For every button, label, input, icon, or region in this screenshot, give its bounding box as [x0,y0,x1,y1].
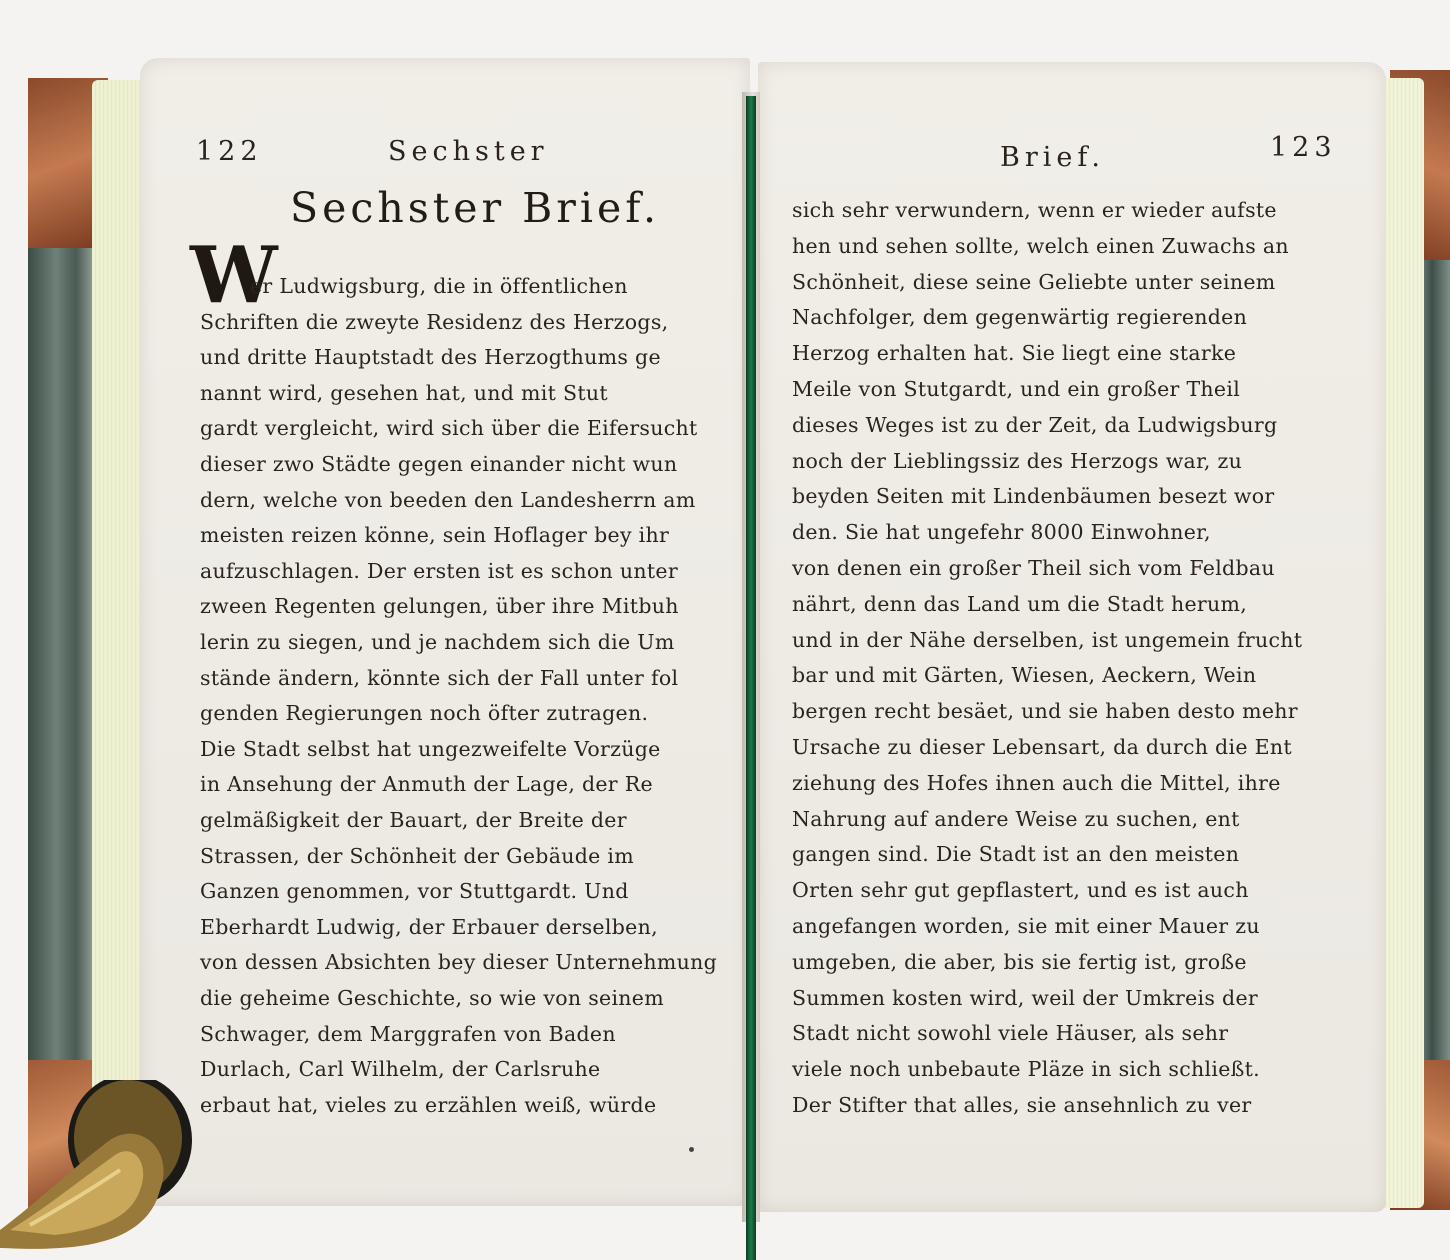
bookmark-ribbon[interactable] [746,96,756,1260]
text-line: Stadt nicht sowohl viele Häuser, als sehr [792,1021,1229,1046]
text-line: von denen ein großer Theil sich vom Feldbau [792,556,1275,580]
text-line: in Ansehung der Anmuth der Lage, der Re [200,772,653,797]
text-line: stände ändern, könnte sich der Fall unter fol [200,665,679,690]
text-line: er Ludwigsburg, die in öffentlichen [250,274,628,298]
text-line: erbaut hat, vieles zu erzählen weiß, würde [200,1092,657,1117]
text-line: noch der Lieblingssiz des Herzogs war, zu [792,448,1243,473]
right-running-head: Brief. [1000,142,1105,173]
text-line: ziehung des Hofes ihnen auch die Mittel, ihre [792,770,1281,795]
page-edges-left [92,80,144,1200]
text-line: und dritte Hauptstadt des Herzogthums ge [200,345,661,370]
text-line: sich sehr verwundern, wenn er wieder aufste [792,198,1277,222]
page-speck [689,1147,694,1152]
text-line: Nahrung auf andere Weise zu suchen, ent [792,806,1240,831]
text-line: gelmäßigkeit der Bauart, der Breite der [200,808,627,832]
text-line: Meile von Stutgardt, und ein großer Theil [792,377,1241,401]
text-line: viele noch unbebaute Pläze in sich schließt. [792,1057,1260,1082]
text-line: gardt vergleicht, wird sich über die Eifersucht [200,416,698,441]
text-line: den. Sie hat ungefehr 8000 Einwohner, [792,520,1211,545]
text-line: die geheime Geschichte, so wie von seinem [200,986,664,1010]
left-page-number: 122 [196,136,263,167]
text-line: nährt, denn das Land um die Stadt herum, [792,591,1248,616]
text-line: nannt wird, gesehen hat, und mit Stut [200,380,608,405]
text-line: Summen kosten wird, weil der Umkreis der [792,985,1259,1010]
text-line: angefangen worden, sie mit einer Mauer zu [792,914,1260,938]
text-line: aufzuschlagen. Der ersten ist es schon unter [200,558,678,583]
text-line: Eberhardt Ludwig, der Erbauer derselben, [200,914,658,939]
text-line: zween Regenten gelungen, über ihre Mitbuh [200,594,679,619]
text-line: dieser zwo Städte gegen einander nicht wun [200,452,678,476]
left-running-head: Sechster [388,136,549,167]
text-line: Nachfolger, dem gegenwärtig regierenden [792,305,1248,330]
text-line: genden Regierungen noch öfter zutragen. [200,701,649,726]
text-line: Schriften die zweyte Residenz des Herzogs, [200,309,669,334]
text-line: Strassen, der Schönheit der Gebäude im [200,843,634,868]
text-line: und in der Nähe derselben, ist ungemein frucht [792,627,1303,652]
chapter-title: Sechster Brief. [290,184,660,232]
text-line: Die Stadt selbst hat ungezweifelte Vorzüge [200,736,661,761]
text-line: gangen sind. Die Stadt ist an den meisten [792,842,1240,867]
text-line: Herzog erhalten hat. Sie liegt eine starke [792,341,1237,366]
text-line: Orten sehr gut gepflastert, und es ist auch [792,878,1249,903]
text-line: Der Stifter that alles, sie ansehnlich zu ver [792,1093,1252,1117]
text-line: von dessen Absichten bey dieser Unternehmung [200,950,718,975]
text-line: bar und mit Gärten, Wiesen, Aeckern, Wein [792,663,1257,688]
text-line: Ganzen genommen, vor Stuttgardt. Und [200,879,629,904]
text-line: lerin zu siegen, und je nachdem sich die Um [200,630,675,654]
text-line: meisten reizen könne, sein Hoflager bey ihr [200,523,670,548]
text-line: bergen recht besäet, und sie haben desto mehr [792,699,1298,724]
text-line: dern, welche von beeden den Landesherrn am [200,487,696,512]
drop-cap: W [190,230,278,321]
text-line: Schönheit, diese seine Geliebte unter seinem [792,269,1276,294]
text-line: beyden Seiten mit Lindenbäumen besezt wor [792,484,1275,509]
text-line: Ursache zu dieser Lebensart, da durch die Ent [792,735,1292,759]
right-page-number: 123 [1270,132,1337,163]
text-line: Durlach, Carl Wilhelm, der Carlsruhe [200,1057,601,1082]
text-line: Schwager, dem Marggrafen von Baden [200,1021,616,1046]
text-line: hen und sehen sollte, welch einen Zuwachs an [792,233,1289,258]
text-line: dieses Weges ist zu der Zeit, da Ludwigsburg [792,412,1278,437]
text-line: umgeben, die aber, bis sie fertig ist, große [792,949,1247,974]
brass-clasp-ornament [0,1080,200,1260]
